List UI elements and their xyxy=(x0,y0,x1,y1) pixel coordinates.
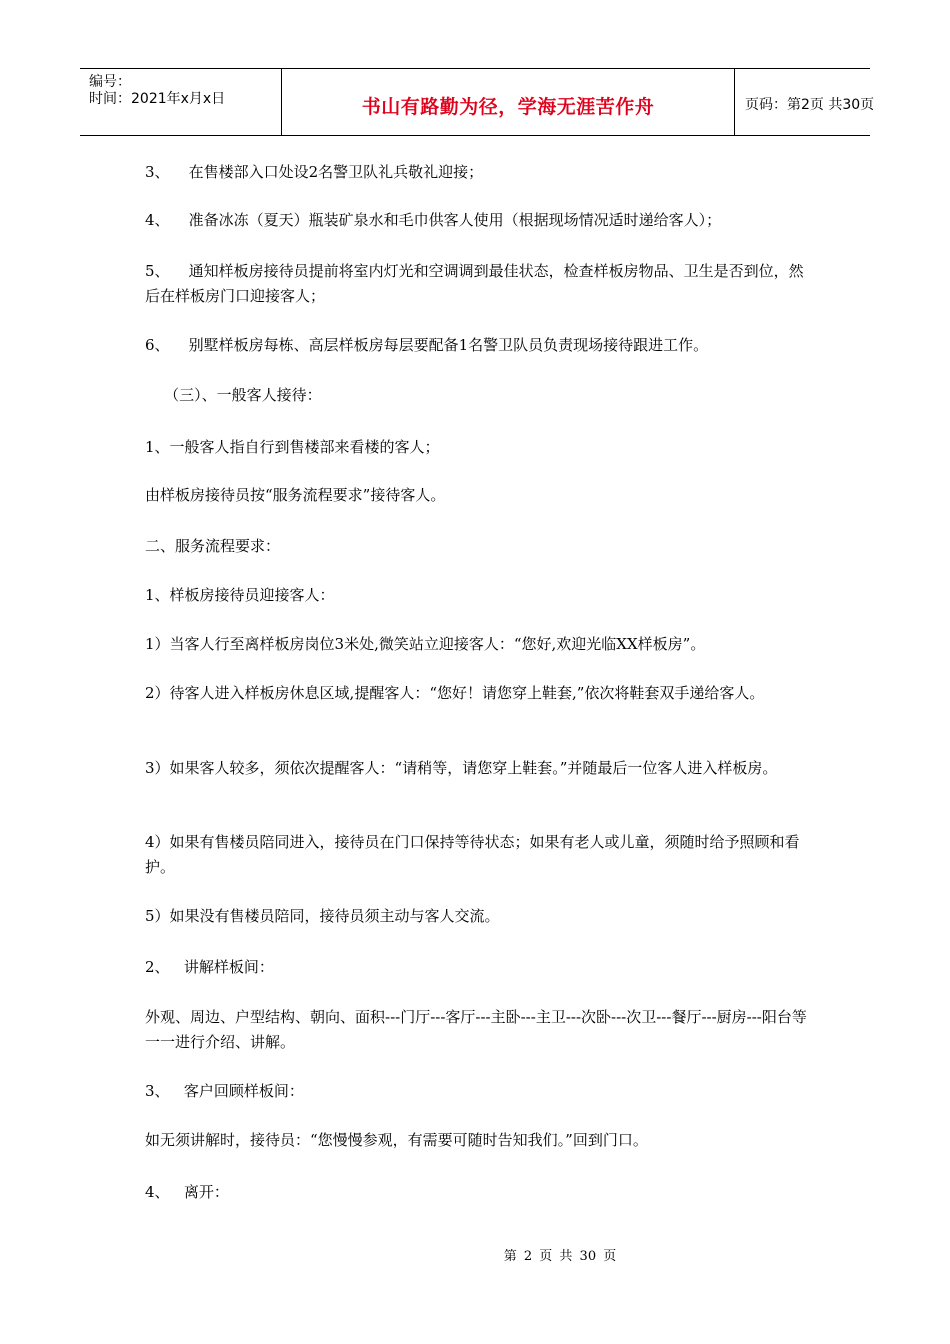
paragraph: 6、 别墅样板房每栋、高层样板房每层要配备1名警卫队员负责现场接待跟进工作。 xyxy=(145,336,709,354)
header-motto: 书山有路勤为径，学海无涯苦作舟 xyxy=(361,95,655,118)
paragraph: 3、 在售楼部入口处设2名警卫队礼兵敬礼迎接； xyxy=(145,163,484,181)
paragraph: 1）当客人行至离样板房岗位3米处,微笑站立迎接客人：“您好,欢迎光临XX样板房”。 xyxy=(145,635,706,653)
paragraph: 4）如果有售楼员陪同进入，接待员在门口保持等待状态；如果有老人或儿童，须随时给予照顾和看护。 xyxy=(145,833,800,876)
header-meta xyxy=(80,69,281,135)
section-heading: 二、服务流程要求： xyxy=(145,537,281,555)
header-motto-cell xyxy=(281,69,735,135)
page-header xyxy=(80,68,875,136)
paragraph: 2）待客人进入样板房休息区域,提醒客人：“您好！请您穿上鞋套,”依次将鞋套双手递给客人。 xyxy=(145,684,765,702)
paragraph: 外观、周边、户型结构、朝向、面积---门厅---客厅---主卧---主卫---次卧---次卫---餐厅---厨房---阳台等一一进行介绍、讲解。 xyxy=(145,1008,807,1051)
paragraph: 1、一般客人指自行到售楼部来看楼的客人； xyxy=(145,438,440,456)
paragraph: 3、 客户回顾样板间： xyxy=(145,1082,304,1100)
paragraph: 由样板房接待员按“服务流程要求”接待客人。 xyxy=(145,486,446,504)
document-date-label: 时间：2021年x月x日 xyxy=(89,91,226,107)
paragraph: 4、 准备冰冻（夏天）瓶装矿泉水和毛巾供客人使用（根据现场情况适时递给客人）； xyxy=(145,211,722,229)
header-page-info: 页码：第2页 共30页 xyxy=(745,97,875,113)
paragraph: 3）如果客人较多，须依次提醒客人：“请稍等，请您穿上鞋套。”并随最后一位客人进入样板房。 xyxy=(145,759,778,777)
paragraph: 如无须讲解时，接待员：“您慢慢参观，有需要可随时告知我们。”回到门口。 xyxy=(145,1131,648,1149)
section-heading: （三）、一般客人接待： xyxy=(145,386,322,404)
paragraph: 5、 通知样板房接待员提前将室内灯光和空调调到最佳状态，检查样板房物品、卫生是否到位，然后在样板房门口迎接客人； xyxy=(145,262,804,305)
document-number-label: 编号： xyxy=(89,74,131,90)
paragraph: 4、 离开： xyxy=(145,1183,229,1201)
paragraph: 1、样板房接待员迎接客人： xyxy=(145,586,335,604)
paragraph: 2、 讲解样板间： xyxy=(145,958,274,976)
page-footer: 第 2 页 共 30 页 xyxy=(503,1249,617,1264)
paragraph: 5）如果没有售楼员陪同，接待员须主动与客人交流。 xyxy=(145,907,500,925)
